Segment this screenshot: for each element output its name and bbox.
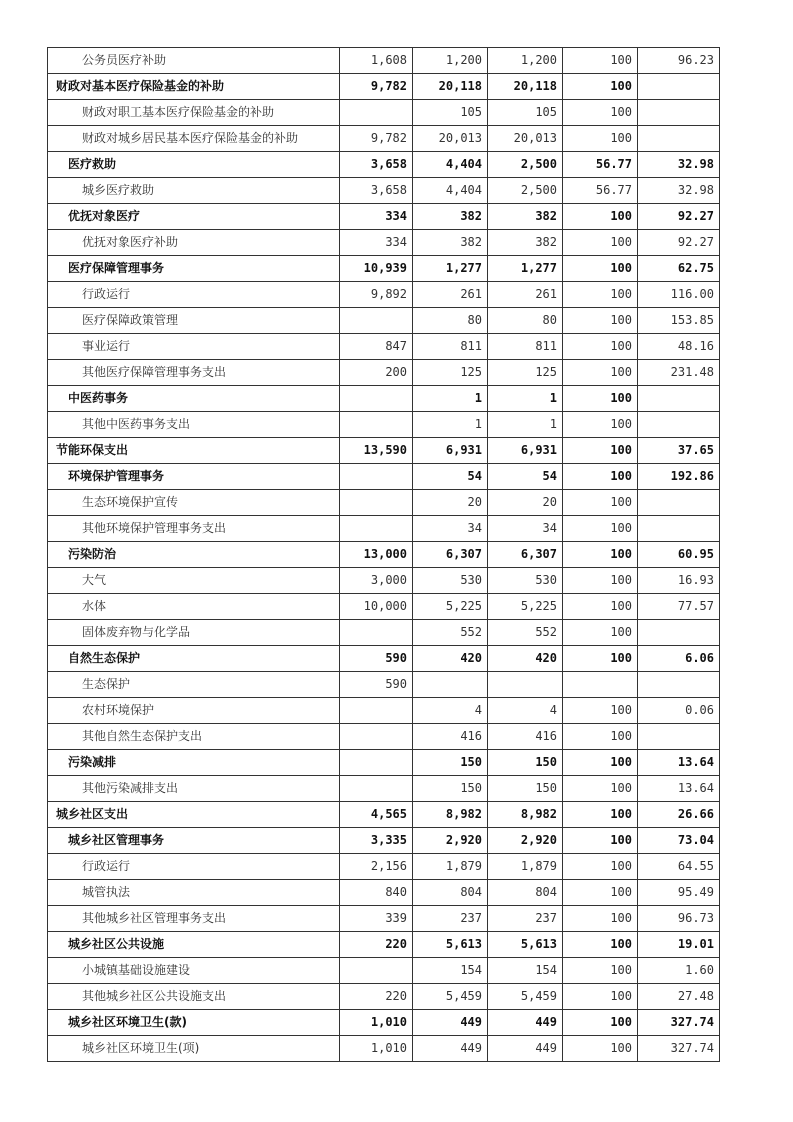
value-cell-4: 100 bbox=[563, 1036, 638, 1062]
value-cell-1: 334 bbox=[340, 204, 413, 230]
value-cell-2: 54 bbox=[413, 464, 488, 490]
value-cell-5 bbox=[638, 620, 720, 646]
value-cell-2: 4,404 bbox=[413, 178, 488, 204]
table-row bbox=[48, 464, 720, 490]
value-cell-4 bbox=[563, 672, 638, 698]
item-name-cell: 城乡医疗救助 bbox=[48, 178, 340, 204]
table-row bbox=[48, 724, 720, 750]
value-cell-2: 261 bbox=[413, 282, 488, 308]
value-cell-1: 3,658 bbox=[340, 178, 413, 204]
table-body bbox=[48, 48, 720, 1062]
value-cell-4: 100 bbox=[563, 802, 638, 828]
value-cell-3: 530 bbox=[488, 568, 563, 594]
value-cell-3: 8,982 bbox=[488, 802, 563, 828]
value-cell-1: 590 bbox=[340, 672, 413, 698]
value-cell-3: 150 bbox=[488, 776, 563, 802]
value-cell-4: 100 bbox=[563, 334, 638, 360]
value-cell-2: 20 bbox=[413, 490, 488, 516]
value-cell-3: 105 bbox=[488, 100, 563, 126]
table-row bbox=[48, 672, 720, 698]
value-cell-2: 449 bbox=[413, 1010, 488, 1036]
value-cell-1 bbox=[340, 750, 413, 776]
value-cell-5: 64.55 bbox=[638, 854, 720, 880]
value-cell-2: 5,613 bbox=[413, 932, 488, 958]
value-cell-1 bbox=[340, 100, 413, 126]
item-name-cell: 行政运行 bbox=[48, 854, 340, 880]
value-cell-5: 60.95 bbox=[638, 542, 720, 568]
value-cell-5: 73.04 bbox=[638, 828, 720, 854]
value-cell-4: 100 bbox=[563, 1010, 638, 1036]
table-row bbox=[48, 230, 720, 256]
item-name-cell: 城乡社区环境卫生(款) bbox=[48, 1010, 340, 1036]
value-cell-2: 2,920 bbox=[413, 828, 488, 854]
value-cell-5: 0.06 bbox=[638, 698, 720, 724]
value-cell-4: 100 bbox=[563, 100, 638, 126]
value-cell-1: 840 bbox=[340, 880, 413, 906]
table-row bbox=[48, 412, 720, 438]
value-cell-1: 220 bbox=[340, 932, 413, 958]
value-cell-1: 13,590 bbox=[340, 438, 413, 464]
value-cell-4: 100 bbox=[563, 854, 638, 880]
value-cell-1: 1,010 bbox=[340, 1036, 413, 1062]
value-cell-5 bbox=[638, 724, 720, 750]
value-cell-5: 327.74 bbox=[638, 1010, 720, 1036]
value-cell-5: 16.93 bbox=[638, 568, 720, 594]
value-cell-2: 416 bbox=[413, 724, 488, 750]
item-name-cell: 医疗保障管理事务 bbox=[48, 256, 340, 282]
value-cell-3: 2,500 bbox=[488, 152, 563, 178]
value-cell-5: 96.73 bbox=[638, 906, 720, 932]
value-cell-1: 2,156 bbox=[340, 854, 413, 880]
value-cell-3: 1,879 bbox=[488, 854, 563, 880]
value-cell-5 bbox=[638, 386, 720, 412]
table-row bbox=[48, 490, 720, 516]
value-cell-4: 100 bbox=[563, 126, 638, 152]
value-cell-2: 150 bbox=[413, 776, 488, 802]
value-cell-3: 1,200 bbox=[488, 48, 563, 74]
table-row bbox=[48, 880, 720, 906]
value-cell-3: 261 bbox=[488, 282, 563, 308]
item-name-cell: 其他城乡社区公共设施支出 bbox=[48, 984, 340, 1010]
table-row bbox=[48, 958, 720, 984]
value-cell-2: 80 bbox=[413, 308, 488, 334]
value-cell-3: 811 bbox=[488, 334, 563, 360]
value-cell-4: 100 bbox=[563, 776, 638, 802]
value-cell-1: 9,782 bbox=[340, 74, 413, 100]
value-cell-1 bbox=[340, 698, 413, 724]
value-cell-2: 1,879 bbox=[413, 854, 488, 880]
value-cell-5 bbox=[638, 100, 720, 126]
value-cell-3: 6,931 bbox=[488, 438, 563, 464]
value-cell-4: 100 bbox=[563, 256, 638, 282]
value-cell-4: 56.77 bbox=[563, 178, 638, 204]
value-cell-3: 1 bbox=[488, 412, 563, 438]
value-cell-1: 1,010 bbox=[340, 1010, 413, 1036]
table-row bbox=[48, 360, 720, 386]
value-cell-1 bbox=[340, 724, 413, 750]
value-cell-2: 6,307 bbox=[413, 542, 488, 568]
table-row bbox=[48, 568, 720, 594]
item-name-cell: 其他城乡社区管理事务支出 bbox=[48, 906, 340, 932]
value-cell-5: 62.75 bbox=[638, 256, 720, 282]
item-name-cell: 财政对基本医疗保险基金的补助 bbox=[48, 74, 340, 100]
item-name-cell: 自然生态保护 bbox=[48, 646, 340, 672]
value-cell-5: 6.06 bbox=[638, 646, 720, 672]
table-row bbox=[48, 984, 720, 1010]
item-name-cell: 其他医疗保障管理事务支出 bbox=[48, 360, 340, 386]
table-row bbox=[48, 438, 720, 464]
value-cell-4: 100 bbox=[563, 932, 638, 958]
value-cell-1 bbox=[340, 464, 413, 490]
value-cell-3: 1,277 bbox=[488, 256, 563, 282]
value-cell-5 bbox=[638, 490, 720, 516]
table-row bbox=[48, 906, 720, 932]
value-cell-2 bbox=[413, 672, 488, 698]
item-name-cell: 污染防治 bbox=[48, 542, 340, 568]
value-cell-5: 26.66 bbox=[638, 802, 720, 828]
table-row bbox=[48, 386, 720, 412]
item-name-cell: 生态保护 bbox=[48, 672, 340, 698]
value-cell-5: 1.60 bbox=[638, 958, 720, 984]
value-cell-5 bbox=[638, 74, 720, 100]
item-name-cell: 其他自然生态保护支出 bbox=[48, 724, 340, 750]
value-cell-3: 20,118 bbox=[488, 74, 563, 100]
value-cell-5: 116.00 bbox=[638, 282, 720, 308]
item-name-cell: 其他中医药事务支出 bbox=[48, 412, 340, 438]
value-cell-1: 3,335 bbox=[340, 828, 413, 854]
value-cell-4: 100 bbox=[563, 386, 638, 412]
value-cell-3: 449 bbox=[488, 1010, 563, 1036]
table-row bbox=[48, 74, 720, 100]
value-cell-4: 100 bbox=[563, 724, 638, 750]
value-cell-5: 13.64 bbox=[638, 750, 720, 776]
value-cell-5: 32.98 bbox=[638, 152, 720, 178]
value-cell-5: 13.64 bbox=[638, 776, 720, 802]
item-name-cell: 医疗救助 bbox=[48, 152, 340, 178]
table-row bbox=[48, 776, 720, 802]
item-name-cell: 大气 bbox=[48, 568, 340, 594]
value-cell-3: 54 bbox=[488, 464, 563, 490]
table-row bbox=[48, 620, 720, 646]
value-cell-5: 153.85 bbox=[638, 308, 720, 334]
item-name-cell: 城乡社区支出 bbox=[48, 802, 340, 828]
value-cell-4: 100 bbox=[563, 48, 638, 74]
value-cell-5: 95.49 bbox=[638, 880, 720, 906]
value-cell-3: 5,459 bbox=[488, 984, 563, 1010]
value-cell-2: 420 bbox=[413, 646, 488, 672]
value-cell-5: 27.48 bbox=[638, 984, 720, 1010]
value-cell-3: 552 bbox=[488, 620, 563, 646]
value-cell-5 bbox=[638, 412, 720, 438]
table-row bbox=[48, 646, 720, 672]
item-name-cell: 生态环境保护宣传 bbox=[48, 490, 340, 516]
item-name-cell: 优抚对象医疗补助 bbox=[48, 230, 340, 256]
value-cell-3: 4 bbox=[488, 698, 563, 724]
value-cell-3: 1 bbox=[488, 386, 563, 412]
value-cell-3: 416 bbox=[488, 724, 563, 750]
table-row bbox=[48, 282, 720, 308]
value-cell-4: 100 bbox=[563, 516, 638, 542]
value-cell-4: 100 bbox=[563, 906, 638, 932]
table-row bbox=[48, 126, 720, 152]
value-cell-4: 100 bbox=[563, 438, 638, 464]
value-cell-4: 56.77 bbox=[563, 152, 638, 178]
value-cell-2: 6,931 bbox=[413, 438, 488, 464]
value-cell-2: 34 bbox=[413, 516, 488, 542]
value-cell-2: 811 bbox=[413, 334, 488, 360]
value-cell-1: 13,000 bbox=[340, 542, 413, 568]
table-row bbox=[48, 256, 720, 282]
value-cell-2: 382 bbox=[413, 204, 488, 230]
value-cell-4: 100 bbox=[563, 646, 638, 672]
value-cell-4: 100 bbox=[563, 828, 638, 854]
value-cell-1: 9,782 bbox=[340, 126, 413, 152]
value-cell-3: 20,013 bbox=[488, 126, 563, 152]
table-row bbox=[48, 932, 720, 958]
value-cell-1: 339 bbox=[340, 906, 413, 932]
table-row bbox=[48, 828, 720, 854]
value-cell-5: 37.65 bbox=[638, 438, 720, 464]
budget-table bbox=[47, 47, 720, 1062]
value-cell-5 bbox=[638, 672, 720, 698]
value-cell-3: 125 bbox=[488, 360, 563, 386]
value-cell-1 bbox=[340, 776, 413, 802]
value-cell-1 bbox=[340, 386, 413, 412]
value-cell-2: 449 bbox=[413, 1036, 488, 1062]
table-row bbox=[48, 334, 720, 360]
item-name-cell: 城管执法 bbox=[48, 880, 340, 906]
value-cell-1 bbox=[340, 412, 413, 438]
value-cell-2: 5,225 bbox=[413, 594, 488, 620]
item-name-cell: 其他环境保护管理事务支出 bbox=[48, 516, 340, 542]
value-cell-4: 100 bbox=[563, 620, 638, 646]
table-row bbox=[48, 48, 720, 74]
value-cell-4: 100 bbox=[563, 594, 638, 620]
value-cell-4: 100 bbox=[563, 750, 638, 776]
item-name-cell: 城乡社区环境卫生(项) bbox=[48, 1036, 340, 1062]
value-cell-4: 100 bbox=[563, 308, 638, 334]
value-cell-3: 20 bbox=[488, 490, 563, 516]
value-cell-2: 8,982 bbox=[413, 802, 488, 828]
value-cell-5: 77.57 bbox=[638, 594, 720, 620]
value-cell-2: 20,118 bbox=[413, 74, 488, 100]
table-row bbox=[48, 1010, 720, 1036]
value-cell-1: 9,892 bbox=[340, 282, 413, 308]
value-cell-3 bbox=[488, 672, 563, 698]
table-row bbox=[48, 178, 720, 204]
value-cell-2: 530 bbox=[413, 568, 488, 594]
value-cell-2: 804 bbox=[413, 880, 488, 906]
value-cell-1: 220 bbox=[340, 984, 413, 1010]
value-cell-2: 125 bbox=[413, 360, 488, 386]
value-cell-5: 92.27 bbox=[638, 230, 720, 256]
item-name-cell: 节能环保支出 bbox=[48, 438, 340, 464]
value-cell-1: 590 bbox=[340, 646, 413, 672]
value-cell-1 bbox=[340, 490, 413, 516]
value-cell-1: 847 bbox=[340, 334, 413, 360]
value-cell-4: 100 bbox=[563, 698, 638, 724]
value-cell-5: 92.27 bbox=[638, 204, 720, 230]
value-cell-2: 4,404 bbox=[413, 152, 488, 178]
item-name-cell: 优抚对象医疗 bbox=[48, 204, 340, 230]
value-cell-1: 3,000 bbox=[340, 568, 413, 594]
table-row bbox=[48, 594, 720, 620]
value-cell-2: 150 bbox=[413, 750, 488, 776]
item-name-cell: 城乡社区管理事务 bbox=[48, 828, 340, 854]
value-cell-3: 6,307 bbox=[488, 542, 563, 568]
item-name-cell: 环境保护管理事务 bbox=[48, 464, 340, 490]
item-name-cell: 行政运行 bbox=[48, 282, 340, 308]
value-cell-3: 420 bbox=[488, 646, 563, 672]
value-cell-3: 382 bbox=[488, 230, 563, 256]
value-cell-3: 150 bbox=[488, 750, 563, 776]
table-row bbox=[48, 152, 720, 178]
value-cell-3: 5,613 bbox=[488, 932, 563, 958]
value-cell-5 bbox=[638, 516, 720, 542]
table-row bbox=[48, 1036, 720, 1062]
value-cell-5: 231.48 bbox=[638, 360, 720, 386]
table-row bbox=[48, 516, 720, 542]
value-cell-5: 96.23 bbox=[638, 48, 720, 74]
value-cell-2: 1,277 bbox=[413, 256, 488, 282]
value-cell-4: 100 bbox=[563, 568, 638, 594]
value-cell-1: 4,565 bbox=[340, 802, 413, 828]
value-cell-5: 32.98 bbox=[638, 178, 720, 204]
value-cell-3: 449 bbox=[488, 1036, 563, 1062]
value-cell-1 bbox=[340, 308, 413, 334]
value-cell-3: 2,920 bbox=[488, 828, 563, 854]
value-cell-4: 100 bbox=[563, 74, 638, 100]
item-name-cell: 农村环境保护 bbox=[48, 698, 340, 724]
value-cell-2: 4 bbox=[413, 698, 488, 724]
value-cell-1 bbox=[340, 958, 413, 984]
value-cell-4: 100 bbox=[563, 490, 638, 516]
value-cell-4: 100 bbox=[563, 412, 638, 438]
value-cell-5: 48.16 bbox=[638, 334, 720, 360]
value-cell-5: 19.01 bbox=[638, 932, 720, 958]
value-cell-5 bbox=[638, 126, 720, 152]
item-name-cell: 其他污染减排支出 bbox=[48, 776, 340, 802]
value-cell-4: 100 bbox=[563, 360, 638, 386]
value-cell-2: 1 bbox=[413, 412, 488, 438]
item-name-cell: 公务员医疗补助 bbox=[48, 48, 340, 74]
item-name-cell: 中医药事务 bbox=[48, 386, 340, 412]
value-cell-2: 1,200 bbox=[413, 48, 488, 74]
value-cell-3: 80 bbox=[488, 308, 563, 334]
value-cell-2: 382 bbox=[413, 230, 488, 256]
table-row bbox=[48, 308, 720, 334]
item-name-cell: 固体废弃物与化学品 bbox=[48, 620, 340, 646]
item-name-cell: 城乡社区公共设施 bbox=[48, 932, 340, 958]
value-cell-3: 154 bbox=[488, 958, 563, 984]
value-cell-2: 552 bbox=[413, 620, 488, 646]
value-cell-1: 1,608 bbox=[340, 48, 413, 74]
value-cell-2: 5,459 bbox=[413, 984, 488, 1010]
value-cell-1: 10,000 bbox=[340, 594, 413, 620]
value-cell-3: 237 bbox=[488, 906, 563, 932]
value-cell-5: 327.74 bbox=[638, 1036, 720, 1062]
value-cell-4: 100 bbox=[563, 204, 638, 230]
value-cell-5: 192.86 bbox=[638, 464, 720, 490]
value-cell-1 bbox=[340, 620, 413, 646]
value-cell-3: 5,225 bbox=[488, 594, 563, 620]
item-name-cell: 小城镇基础设施建设 bbox=[48, 958, 340, 984]
value-cell-1 bbox=[340, 516, 413, 542]
value-cell-1: 200 bbox=[340, 360, 413, 386]
value-cell-1: 334 bbox=[340, 230, 413, 256]
item-name-cell: 医疗保障政策管理 bbox=[48, 308, 340, 334]
value-cell-3: 2,500 bbox=[488, 178, 563, 204]
value-cell-4: 100 bbox=[563, 282, 638, 308]
value-cell-4: 100 bbox=[563, 230, 638, 256]
value-cell-1: 10,939 bbox=[340, 256, 413, 282]
value-cell-2: 237 bbox=[413, 906, 488, 932]
value-cell-1: 3,658 bbox=[340, 152, 413, 178]
value-cell-3: 382 bbox=[488, 204, 563, 230]
value-cell-4: 100 bbox=[563, 542, 638, 568]
value-cell-3: 34 bbox=[488, 516, 563, 542]
table-row bbox=[48, 750, 720, 776]
table-row bbox=[48, 854, 720, 880]
value-cell-4: 100 bbox=[563, 984, 638, 1010]
value-cell-3: 804 bbox=[488, 880, 563, 906]
table-row bbox=[48, 204, 720, 230]
table-row bbox=[48, 542, 720, 568]
table-row bbox=[48, 698, 720, 724]
item-name-cell: 财政对城乡居民基本医疗保险基金的补助 bbox=[48, 126, 340, 152]
value-cell-2: 20,013 bbox=[413, 126, 488, 152]
item-name-cell: 事业运行 bbox=[48, 334, 340, 360]
item-name-cell: 污染减排 bbox=[48, 750, 340, 776]
item-name-cell: 水体 bbox=[48, 594, 340, 620]
value-cell-4: 100 bbox=[563, 958, 638, 984]
item-name-cell: 财政对职工基本医疗保险基金的补助 bbox=[48, 100, 340, 126]
value-cell-2: 154 bbox=[413, 958, 488, 984]
table-row bbox=[48, 802, 720, 828]
value-cell-2: 105 bbox=[413, 100, 488, 126]
value-cell-2: 1 bbox=[413, 386, 488, 412]
table-row bbox=[48, 100, 720, 126]
value-cell-4: 100 bbox=[563, 464, 638, 490]
value-cell-4: 100 bbox=[563, 880, 638, 906]
